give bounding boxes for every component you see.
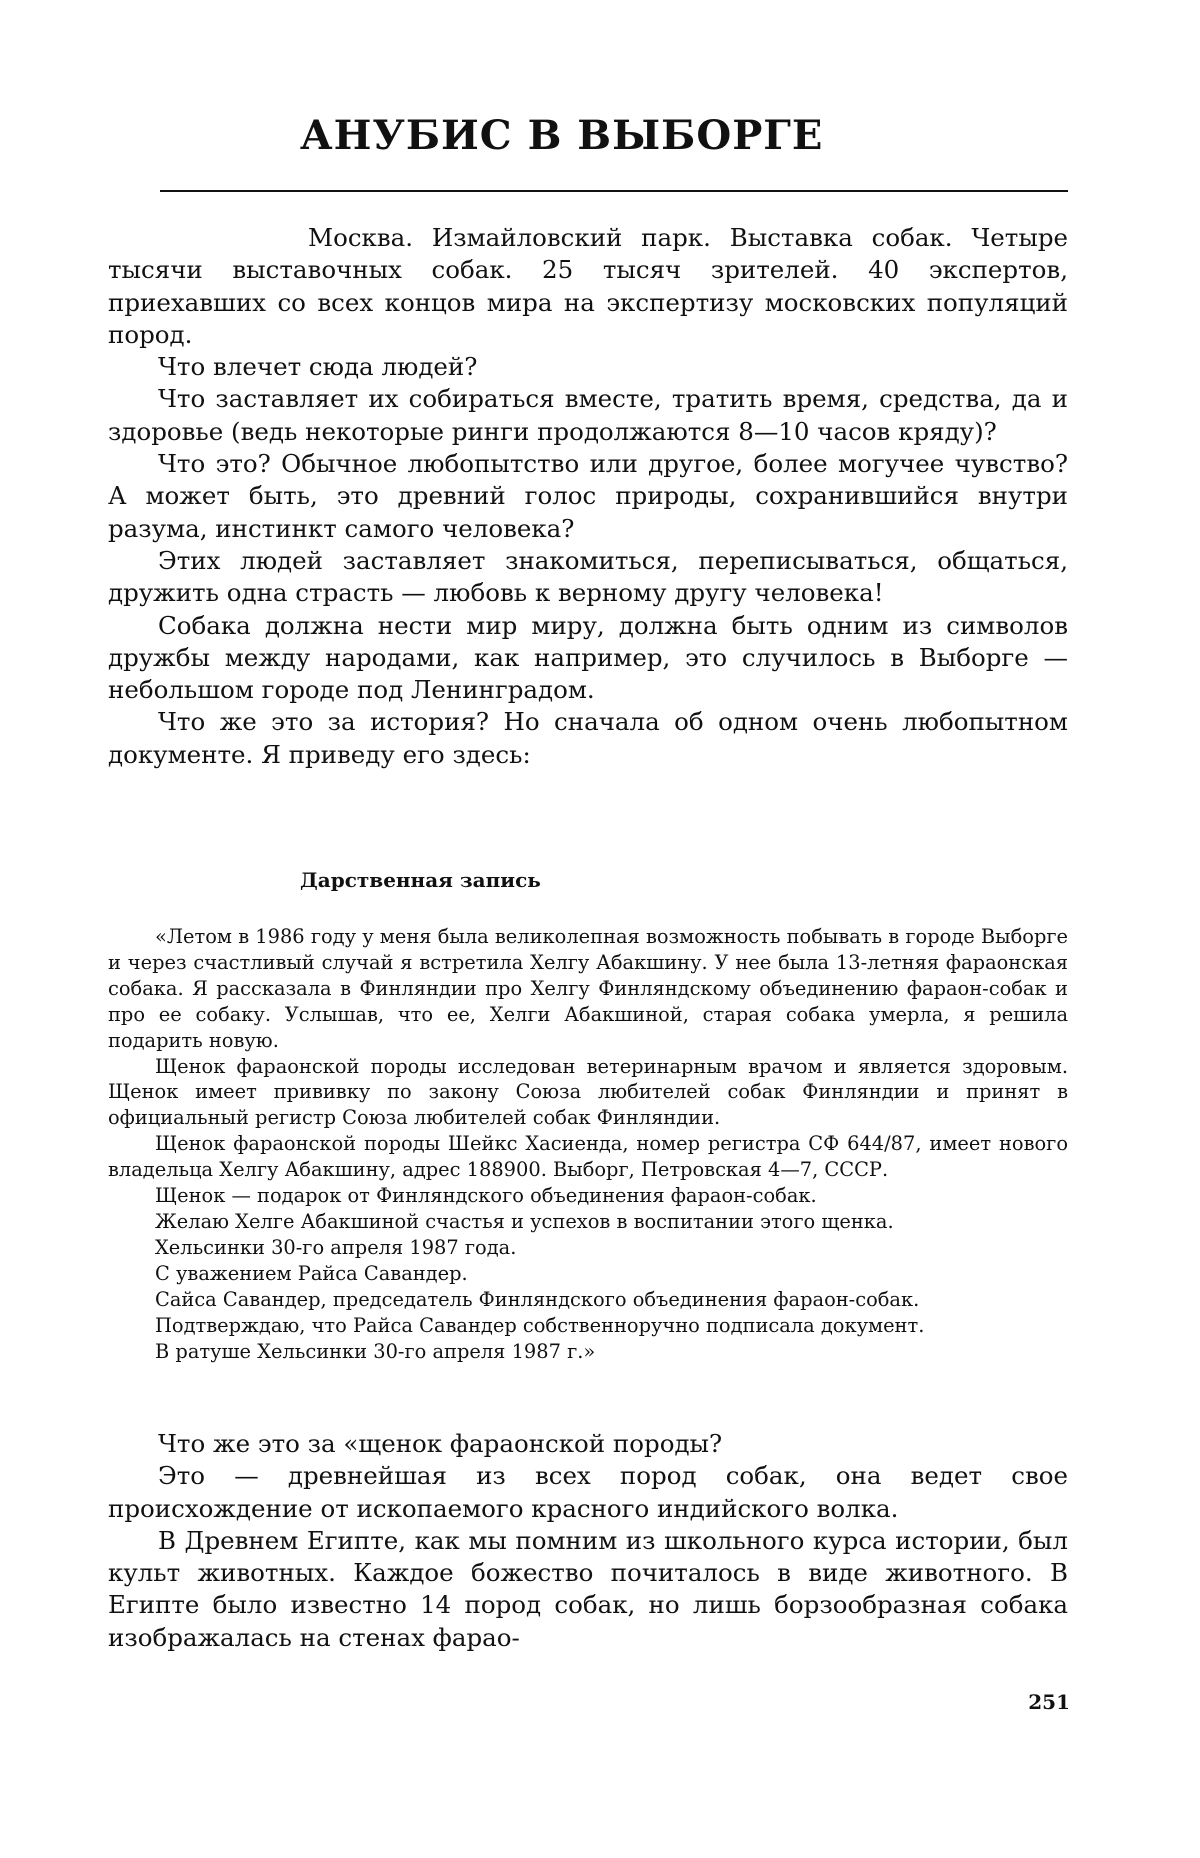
paragraph: Что заставляет их собираться вместе, тратить время, средства, да и здоровье (ведь некоторые ринги продолжаются 8—10 часов кряду)? [108, 384, 1068, 446]
deed-of-gift-letter [108, 924, 1068, 1364]
closing-text [108, 1428, 1068, 1654]
page-number: 251 [1028, 1690, 1070, 1714]
paragraph: Что же это за «щенок фараонской породы? [158, 1429, 723, 1458]
letter-paragraph: Щенок — подарок от Финляндского объединения фараон-собак. [155, 1184, 817, 1208]
letter-paragraph: Щенок фараонской породы исследован ветеринарным врачом и является здоровым. Щенок имеет прививку по закону Союза любителей собак Финляндии и принят в официальный регистр Союза любителей собак Финляндии. [108, 1054, 1068, 1130]
letter-paragraph: Сайса Савандер, председатель Финляндского объединения фараон-собак. [155, 1287, 920, 1311]
chapter-title: АНУБИС В ВЫБОРГЕ [300, 112, 824, 159]
letter-paragraph: Желаю Хелге Абакшиной счастья и успехов в воспитании этого щенка. [155, 1209, 894, 1233]
paragraph: Что влечет сюда людей? [158, 352, 478, 382]
paragraph: Это — древнейшая из всех пород собак, она ведет свое происхождение от ископаемого красного индийского волка. [108, 1461, 1068, 1523]
paragraph: Собака должна нести мир миру, должна быть одним из символов дружбы между народами, как например, это случилось в Выборге — небольшом городе под Ленинградом. [108, 610, 1068, 705]
paragraph: Москва. Измайловский парк. Выставка собак. Четыре тысячи выставочных собак. 25 тысяч зрителей. 40 экспертов, приехавших со всех концов мира на экспертизу московских популяций пород. [108, 223, 1068, 349]
letter-paragraph: «Летом в 1986 году у меня была великолепная возможность побывать в городе Выборге и через счастливый случай я встретила Хелгу Абакшину. У нее была 13-летняя фараонская собака. Я рассказала в Финляндии про Хелгу Финляндскому объединению фараон-собак и про ее собаку. Услышав, что ее, Хелги Абакшиной, старая собака умерла, я решила подарить новую. [108, 925, 1068, 1052]
paragraph: В Древнем Египте, как мы помним из школьного курса истории, был культ животных. Каждое божество почиталось в виде животного. В Египте было известно 14 пород собак, но лишь борзообразная собака изображалась на стенах фарао- [108, 1525, 1068, 1652]
letter-paragraph: Подтверждаю, что Райса Савандер собственноручно подписала документ. [155, 1313, 925, 1337]
paragraph: Что это? Обычное любопытство или другое, более могучее чувство? А может быть, это древний голос природы, сохранившийся внутри разума, инстинкт самого человека? [108, 449, 1068, 543]
letter-paragraph: Щенок фараонской породы Шейкс Хасиенда, номер регистра СФ 644/87, имеет нового владельца Хелгу Абакшину, адрес 188900. Выборг, Петровская 4—7, СССР. [108, 1132, 1068, 1182]
paragraph: Что же это за история? Но сначала об одном очень любопытном документе. Я приведу его здесь: [108, 707, 1068, 769]
title-divider [160, 190, 1068, 192]
paragraph: Этих людей заставляет знакомиться, переписываться, общаться, дружить одна страсть — любовь к верному другу человека! [108, 545, 1068, 608]
section-heading: Дарственная запись [300, 868, 541, 892]
letter-paragraph: Хельсинки 30-го апреля 1987 года. [155, 1235, 517, 1259]
intro-text [108, 222, 1068, 771]
letter-paragraph: С уважением Райса Савандер. [155, 1261, 468, 1285]
letter-paragraph: В ратуше Хельсинки 30-го апреля 1987 г.» [155, 1339, 596, 1363]
